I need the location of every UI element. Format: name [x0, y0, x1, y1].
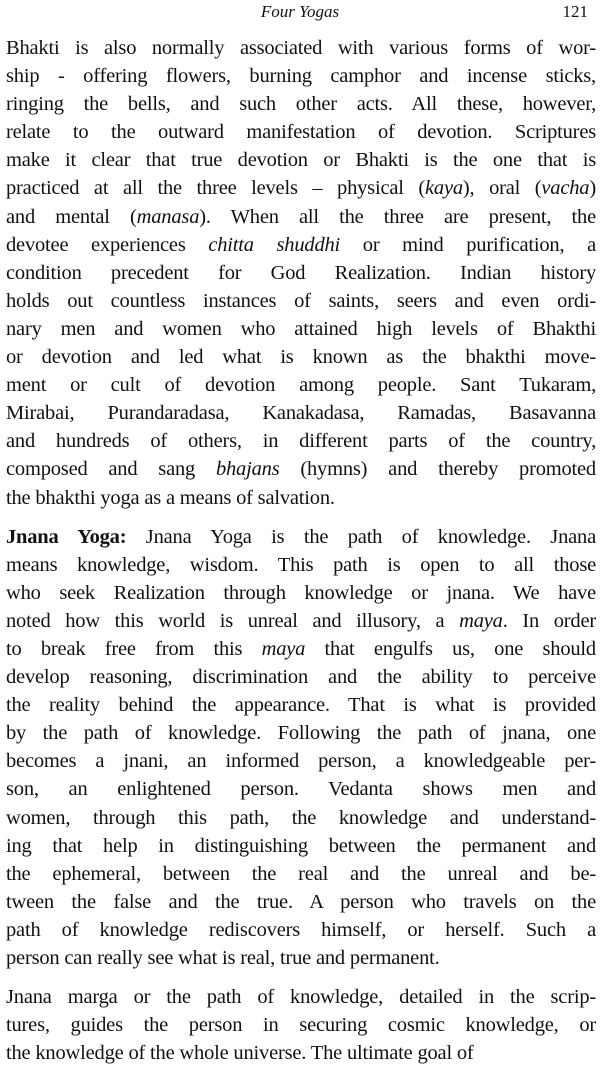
- text-run: ship - offering flowers, burning camphor and incense sticks,: [6, 65, 596, 88]
- text-run: Bhakti is also normally associated with various forms of wor-: [6, 37, 596, 59]
- italic-term: maya: [261, 637, 306, 660]
- text-run: who seek Realization through knowledge or jnana. We have: [6, 581, 596, 604]
- text-line: [6, 259, 596, 287]
- text-run: noted how this world is unreal and illusory, a: [6, 609, 460, 632]
- text-line: [6, 579, 596, 607]
- text-run: ), oral (: [462, 177, 542, 200]
- text-line: [6, 174, 596, 202]
- text-line: [6, 663, 596, 691]
- text-run: make it clear that true devotion or Bhakti is the one that is: [6, 149, 596, 172]
- text-line: [6, 691, 596, 719]
- text-run: composed and sang: [6, 458, 216, 481]
- text-run: . In order: [502, 609, 596, 632]
- paragraph: [6, 983, 596, 1067]
- text-run: ringing the bells, and such other acts. All these, however,: [6, 93, 596, 116]
- text-line: [6, 804, 596, 832]
- italic-term: bhajans: [215, 458, 280, 481]
- text-line: [6, 146, 596, 174]
- text-run: Jnana Yoga is the path of knowledge. Jnana: [126, 525, 596, 548]
- text-run: practiced at all the three levels – physical (: [6, 177, 425, 200]
- text-line: [6, 607, 596, 635]
- text-line: [6, 427, 596, 455]
- text-line: [6, 523, 596, 551]
- paragraph-gap: [6, 972, 596, 983]
- text-run: the reality behind the appearance. That is what is provided: [6, 694, 596, 717]
- text-line: [6, 983, 596, 1011]
- text-line: [6, 860, 596, 888]
- text-line: [6, 944, 596, 972]
- text-line: [6, 343, 596, 371]
- text-run: devotee experiences: [6, 233, 209, 256]
- text-line: [6, 118, 596, 146]
- text-run: ). When all the three are present, the: [199, 205, 596, 228]
- text-line: [6, 455, 596, 483]
- paragraph: [6, 34, 596, 512]
- text-line: [6, 371, 596, 399]
- page-number: 121: [562, 2, 588, 21]
- text-run: Jnana marga or the path of knowledge, detailed in the scrip-: [6, 986, 596, 1009]
- text-run: tween the false and the true. A person who travels on the: [6, 890, 596, 913]
- text-run: women, through this path, the knowledge and understand-: [6, 806, 596, 829]
- text-run: the bhakthi yoga as a means of salvation.: [6, 486, 335, 509]
- body-text: [6, 34, 596, 1067]
- text-line: [6, 287, 596, 315]
- text-run: means knowledge, wisdom. This path is open to all those: [6, 553, 596, 576]
- text-run: ment or cult of devotion among people. Sant Tukaram,: [6, 374, 596, 397]
- text-run: and mental (: [6, 205, 137, 228]
- text-run: to break free from this: [6, 637, 262, 660]
- text-run: ): [589, 177, 596, 200]
- text-run: ing that help in distinguishing between the permanent and: [6, 834, 596, 857]
- text-run: condition precedent for God Realization. Indian history: [6, 261, 596, 284]
- italic-term: kaya: [425, 177, 463, 200]
- paragraph: [6, 523, 596, 973]
- text-line: [6, 484, 596, 512]
- text-line: [6, 231, 596, 259]
- text-line: [6, 1039, 596, 1067]
- text-run: or mind purification, a: [340, 233, 596, 256]
- text-run: or devotion and led what is known as the bhakthi move-: [6, 346, 596, 369]
- text-line: [6, 203, 596, 231]
- text-line: [6, 775, 596, 803]
- text-run: tures, guides the person in securing cosmic knowledge, or: [6, 1014, 596, 1037]
- page-header: [0, 2, 600, 24]
- text-line: [6, 719, 596, 747]
- text-run: holds out countless instances of saints, seers and even ordi-: [6, 289, 596, 312]
- text-run: nary men and women who attained high levels of Bhakthi: [6, 317, 596, 340]
- text-line: [6, 916, 596, 944]
- text-run: (hymns) and thereby promoted: [279, 458, 596, 481]
- text-line: [6, 315, 596, 343]
- text-line: [6, 832, 596, 860]
- text-run: by the path of knowledge. Following the path of jnana, one: [6, 722, 596, 745]
- text-line: [6, 635, 596, 663]
- italic-term: maya: [459, 609, 503, 632]
- text-line: [6, 1011, 596, 1039]
- text-line: [6, 90, 596, 118]
- text-run: person can really see what is real, true and permanent.: [6, 947, 440, 969]
- text-run: the knowledge of the whole universe. The ultimate goal of: [6, 1042, 474, 1065]
- text-run: son, an enlightened person. Vedanta shows men and: [6, 778, 596, 801]
- text-run: develop reasoning, discrimination and the ability to perceive: [6, 666, 596, 689]
- text-line: [6, 747, 596, 775]
- text-run: and hundreds of others, in different parts of the country,: [6, 430, 596, 453]
- text-line: [6, 888, 596, 916]
- text-run: relate to the outward manifestation of devotion. Scriptures: [6, 121, 596, 144]
- text-run: becomes a jnani, an informed person, a knowledgeable per-: [6, 750, 596, 773]
- running-title: Four Yogas: [260, 2, 340, 21]
- text-line: [6, 551, 596, 579]
- text-run: that engulfs us, one should: [305, 637, 596, 660]
- paragraph-gap: [6, 512, 596, 523]
- text-run: Mirabai, Purandaradasa, Kanakadasa, Ramadas, Basavanna: [6, 402, 596, 425]
- section-heading: Jnana Yoga:: [6, 525, 127, 548]
- text-run: path of knowledge rediscovers himself, or herself. Such a: [6, 918, 596, 941]
- italic-term: vacha: [541, 177, 590, 200]
- italic-term: manasa: [136, 205, 200, 228]
- italic-term: chitta shuddhi: [208, 233, 341, 256]
- text-line: [6, 62, 596, 90]
- text-line: [6, 399, 596, 427]
- text-line: [6, 34, 596, 62]
- text-run: the ephemeral, between the real and the unreal and be-: [6, 862, 596, 885]
